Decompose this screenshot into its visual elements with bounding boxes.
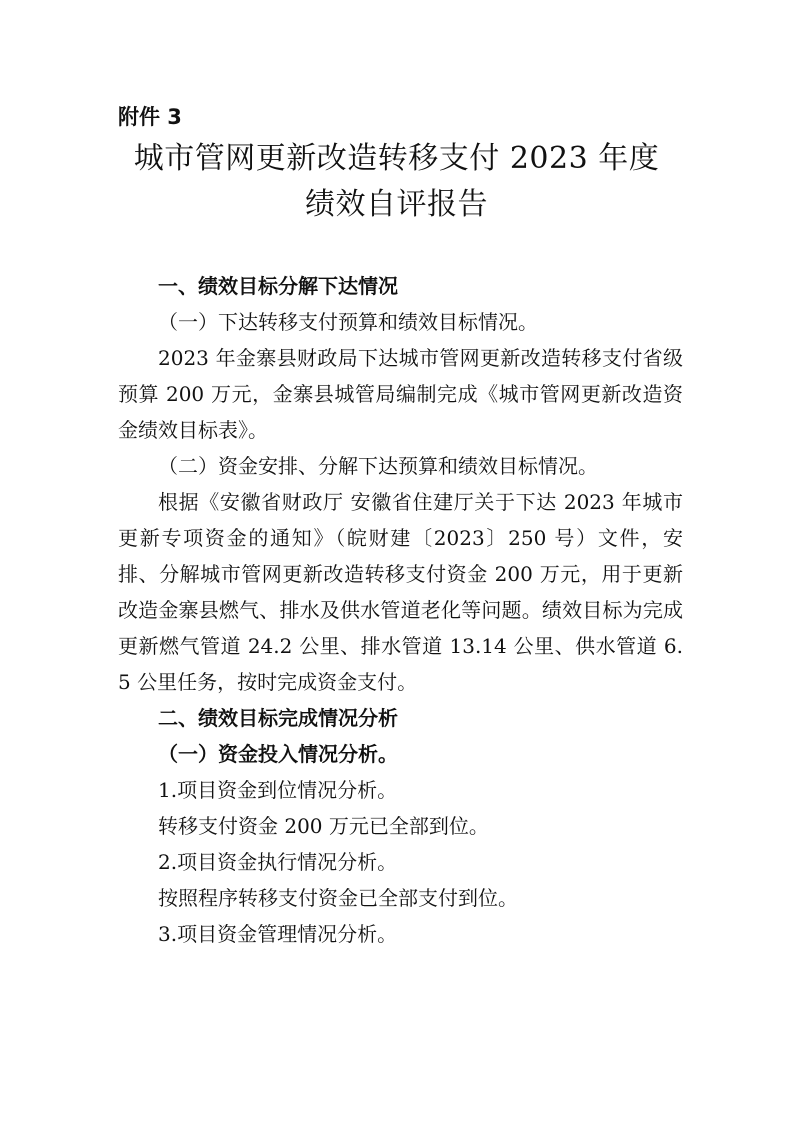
item-heading-1: 1.项目资金到位情况分析。	[158, 778, 398, 802]
paragraph-budget: 2023 年金寨县财政局下达城市管网更新改造转移支付省级预算 200 万元，金寨县城管局编制完成《城市管网更新改造资金绩效目标表》。	[118, 346, 683, 442]
document-title-line-1: 城市管网更新改造转移支付 2023 年度	[133, 141, 660, 176]
item-heading-2: 2.项目资金执行情况分析。	[158, 850, 398, 874]
subsection-heading-1-1: （一）下达转移支付预算和绩效目标情况。	[158, 310, 538, 334]
subsection-heading-2-1: （一）资金投入情况分析。	[158, 742, 398, 766]
section-heading-2: 二、绩效目标完成情况分析	[158, 706, 398, 730]
subsection-heading-1-2: （二）资金安排、分解下达预算和绩效目标情况。	[158, 454, 598, 478]
paragraph-funds-executed: 按照程序转移支付资金已全部支付到位。	[158, 886, 518, 910]
document-body	[118, 268, 683, 952]
paragraph-allocation: 根据《安徽省财政厅 安徽省住建厅关于下达 2023 年城市更新专项资金的通知》（皖财建〔2023〕250 号）文件，安排、分解城市管网更新改造转移支付资金 200 万元，用于更新改造金寨县燃气、排水及供水管道老化等问题。绩效目标为完成更新燃气管道 24.2 公里、排水管道 13.14 公里、供水管道 6.5 公里任务，按时完成资金支付。	[118, 490, 683, 694]
section-heading-1: 一、绩效目标分解下达情况	[158, 274, 398, 298]
attachment-label: 附件 3	[118, 105, 182, 129]
document-title-line-2: 绩效自评报告	[305, 187, 488, 222]
paragraph-funds-arrived: 转移支付资金 200 万元已全部到位。	[158, 814, 489, 838]
item-heading-3: 3.项目资金管理情况分析。	[158, 922, 398, 946]
